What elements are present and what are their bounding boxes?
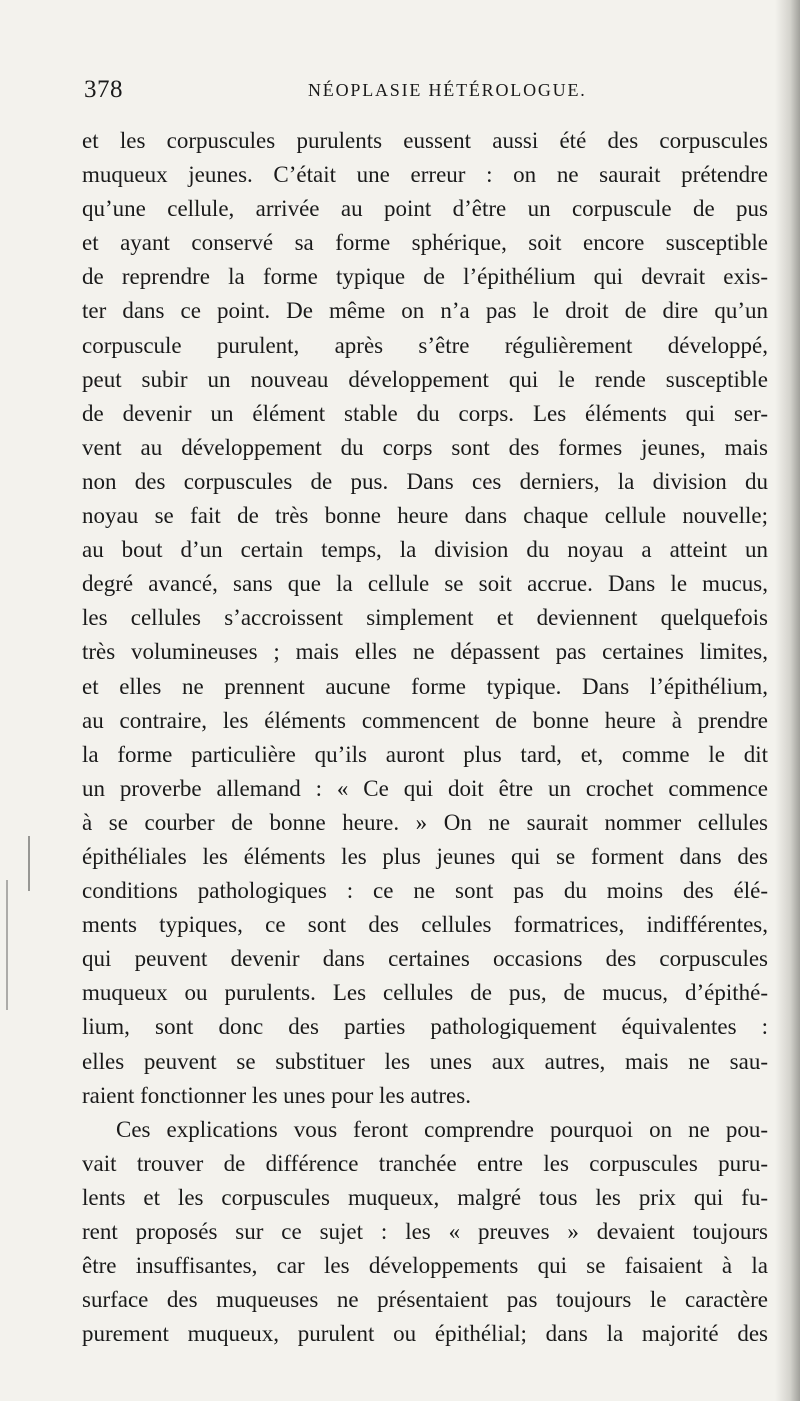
- text-line: lents et les corpuscules muqueux, malgré tous les prix qui fu-: [82, 1184, 768, 1210]
- text-line: à se courber de bonne heure. » On ne saurait nommer cellules: [82, 809, 768, 835]
- text-line: non des corpuscules de pus. Dans ces derniers, la division du: [82, 468, 768, 494]
- text-line: au bout d’un certain temps, la division du noyau a atteint un: [82, 537, 768, 563]
- margin-pencil-mark: [6, 880, 8, 1010]
- page-number: 378: [84, 76, 123, 103]
- text-line: être insuffisantes, car les développements qui se faisaient à la: [82, 1253, 768, 1279]
- text-line: épithéliales les éléments les plus jeunes qui se forment dans des: [82, 843, 768, 869]
- text-line: peut subir un nouveau développement qui le rende susceptible: [82, 366, 768, 392]
- text-line: et les corpuscules purulents eussent aussi été des corpuscules: [82, 128, 768, 153]
- text-line: la forme particulière qu’ils auront plus tard, et, comme le dit: [82, 741, 768, 767]
- text-line: qu’une cellule, arrivée au point d’être un corpuscule de pus: [82, 196, 768, 222]
- text-line: noyau se fait de très bonne heure dans chaque cellule nouvelle;: [82, 503, 768, 529]
- body-text: [82, 124, 768, 1351]
- paragraph-end-line: raient fonctionner les unes pour les autres.: [82, 1082, 471, 1108]
- text-line: muqueux ou purulents. Les cellules de pus, de mucus, d’épithé-: [82, 980, 768, 1006]
- text-line: degré avancé, sans que la cellule se soit accrue. Dans le mucus,: [82, 571, 768, 597]
- text-line: ments typiques, ce sont des cellules formatrices, indifférentes,: [82, 912, 768, 938]
- text-line: très volumineuses ; mais elles ne dépassent pas certaines limites,: [82, 639, 768, 665]
- text-line: vent au développement du corps sont des formes jeunes, mais: [82, 434, 768, 460]
- margin-pencil-mark: [28, 836, 30, 891]
- text-line: purement muqueux, purulent ou épithélial; dans la majorité des: [82, 1321, 768, 1347]
- text-line: conditions pathologiques : ce ne sont pas du moins des élé-: [82, 878, 768, 904]
- text-line: lium, sont donc des parties pathologiquement équivalentes :: [82, 1014, 768, 1040]
- page-header: [84, 76, 764, 112]
- text-line: les cellules s’accroissent simplement et deviennent quelquefois: [82, 605, 768, 631]
- text-line: qui peuvent devenir dans certaines occasions des corpuscules: [82, 946, 768, 972]
- text-line: ter dans ce point. De même on n’a pas le droit de dire qu’un: [82, 298, 768, 324]
- text-line: et elles ne prennent aucune forme typique. Dans l’épithélium,: [82, 673, 768, 699]
- text-line: elles peuvent se substituer les unes aux autres, mais ne sau-: [82, 1048, 768, 1074]
- text-line: muqueux jeunes. C’était une erreur : on ne saurait prétendre: [82, 162, 768, 188]
- paragraph-start-line: Ces explications vous feront comprendre pourquoi on ne pou-: [116, 1116, 768, 1142]
- text-line: vait trouver de différence tranchée entre les corpuscules puru-: [82, 1150, 768, 1176]
- running-head: NÉOPLASIE HÉTÉROLOGUE.: [308, 80, 587, 100]
- text-line: surface des muqueuses ne présentaient pas toujours le caractère: [82, 1287, 768, 1313]
- text-line: rent proposés sur ce sujet : les « preuves » devaient toujours: [82, 1219, 768, 1244]
- text-line: au contraire, les éléments commencent de bonne heure à prendre: [82, 707, 768, 733]
- text-line: et ayant conservé sa forme sphérique, soit encore susceptible: [82, 230, 768, 256]
- text-line: corpuscule purulent, après s’être régulièrement développé,: [82, 332, 768, 358]
- text-line: de reprendre la forme typique de l’épithélium qui devrait exis-: [82, 264, 768, 290]
- text-line: de devenir un élément stable du corps. Les éléments qui ser-: [82, 400, 768, 426]
- text-line: un proverbe allemand : « Ce qui doit être un crochet commence: [82, 775, 768, 801]
